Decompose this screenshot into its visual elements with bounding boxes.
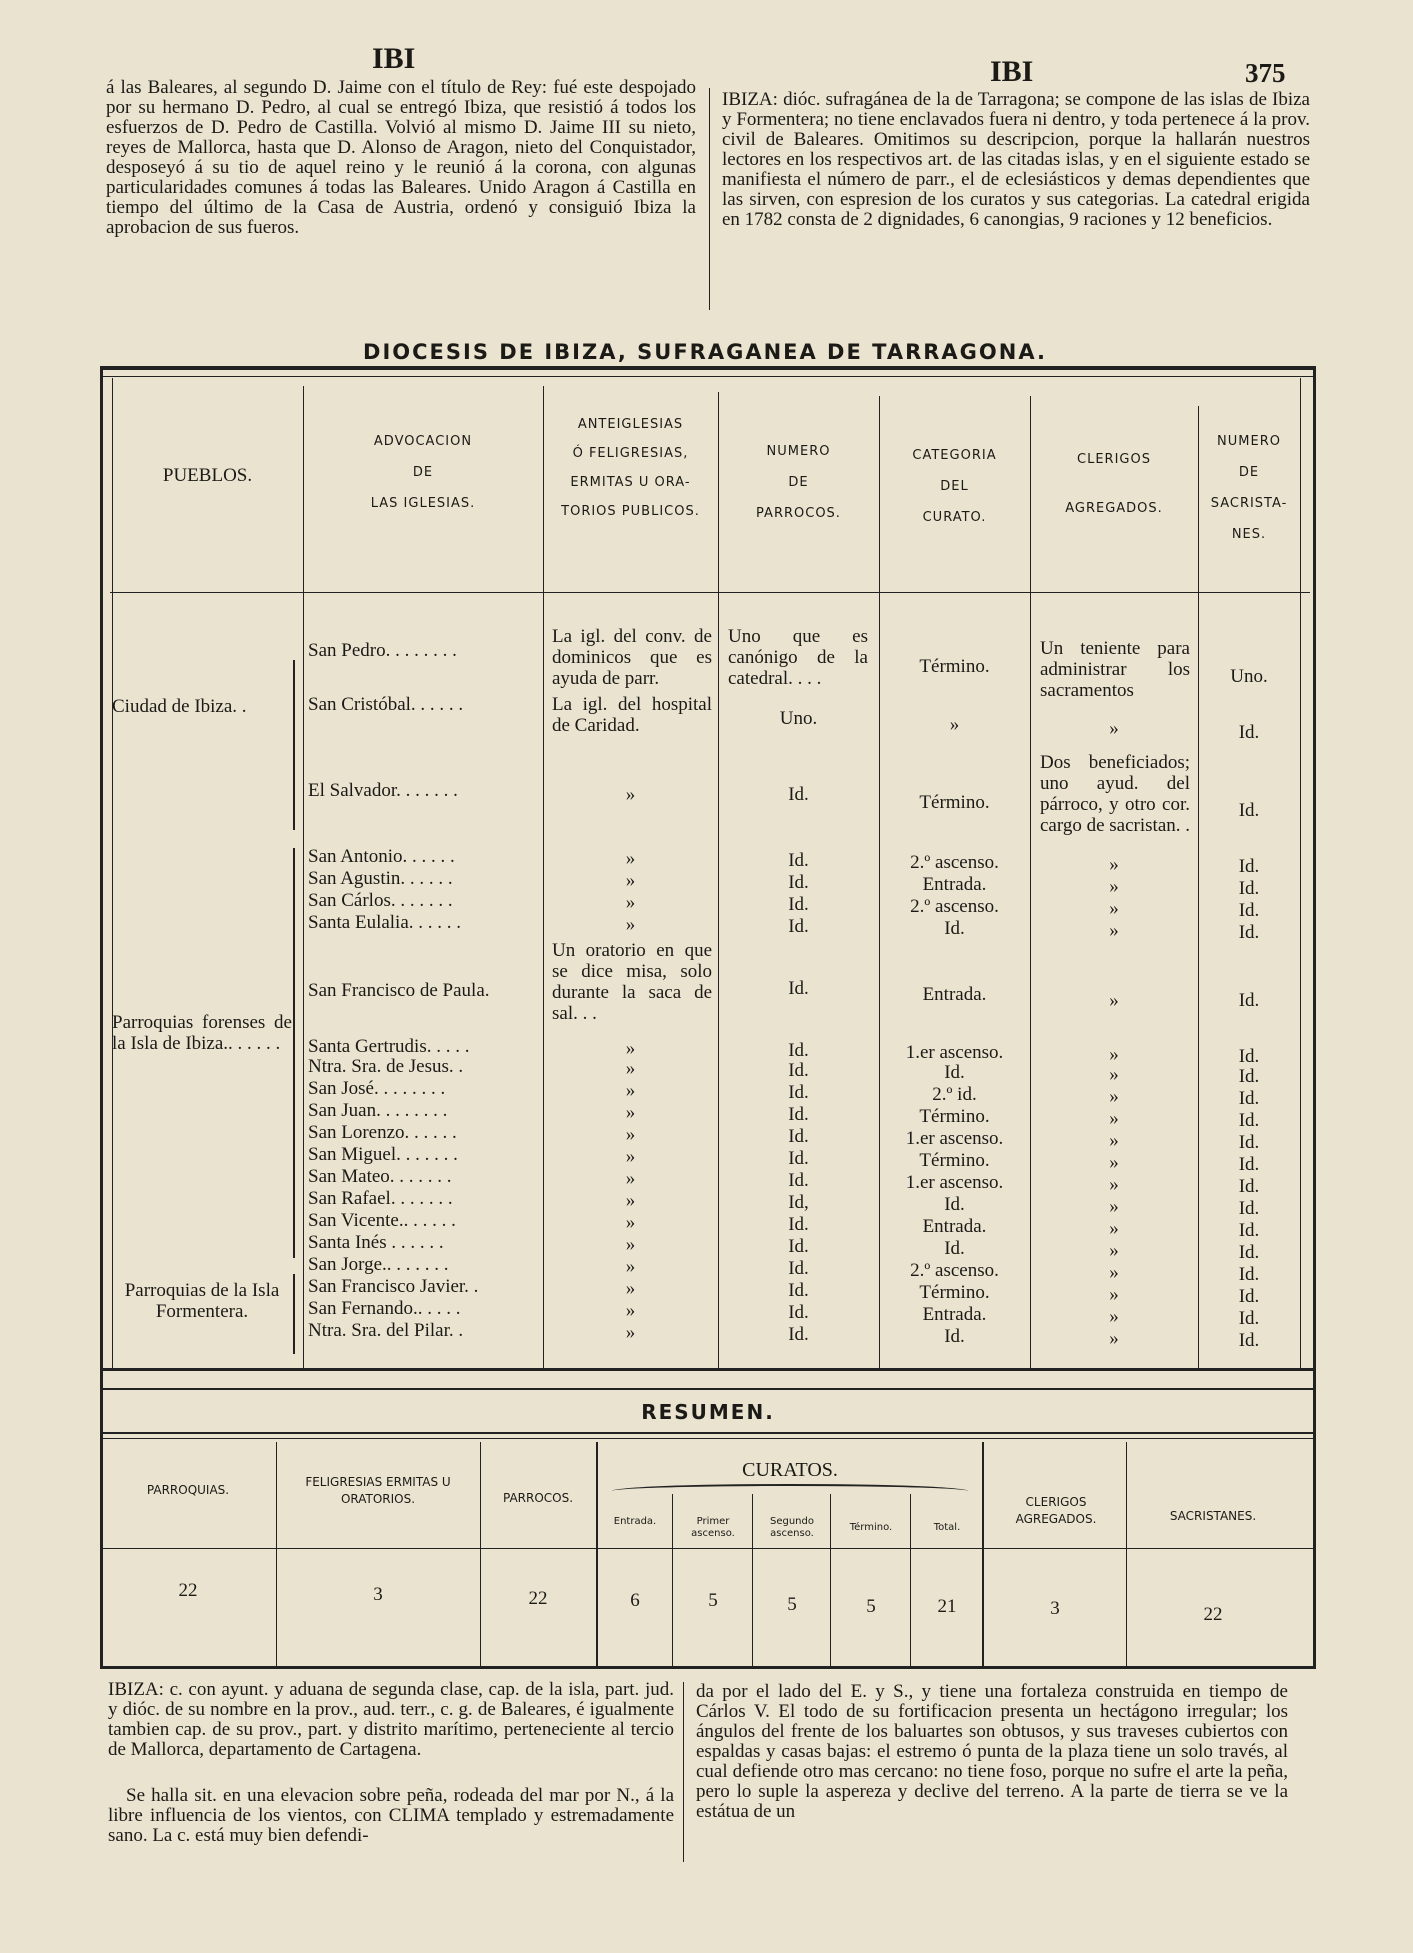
anteiglesia-cell: » bbox=[625, 1300, 636, 1321]
clerigos-cell: » bbox=[1109, 1044, 1119, 1065]
bottom-right-paragraph: da por el lado del E. y S., y tiene una fortaleza construida en tiempo de Cárlos V. El todo de su fortificacion presenta un hectágono irregular; los ángulos del frente de los baluartes son obtusos, y sus traveses cubiertos con espaldas y casas bajas: el estremo ó punta de la plaza tiene un solo través, al cual defiende otro mas cercano: no tiene foso, porque no sufre el arte la peña, pero lo suple la aspereza y declive del terreno. A la parte de tierra se ve la estátua de un bbox=[696, 1681, 1288, 1822]
col-header-sacristanes: NUMERO DE SACRISTA- NES. bbox=[1210, 434, 1288, 542]
clerigos-cell: » bbox=[1109, 1218, 1119, 1239]
parrocos-cell: Id. bbox=[788, 978, 809, 999]
clerigos-cell: » bbox=[1109, 920, 1119, 941]
sacristanes-cell: Id. bbox=[1238, 1308, 1260, 1329]
anteiglesia-cell: Un oratorio en que se dice misa, solo durante la saca de sal. . . bbox=[552, 940, 712, 1024]
resumen-value-termino: 5 bbox=[866, 1596, 876, 1617]
resumen-header-segundo: Segundo ascenso. bbox=[770, 1516, 814, 1539]
parrocos-cell: Id. bbox=[788, 894, 809, 915]
anteiglesia-cell: La igl. del hospital de Caridad. bbox=[552, 694, 712, 736]
sacristanes-cell: Id. bbox=[1238, 922, 1260, 943]
church-name: El Salvador. . . . . . . bbox=[308, 780, 458, 801]
col-header-advocacion: ADVOCACION DE LAS IGLESIAS. bbox=[370, 434, 476, 511]
bottom-column-divider bbox=[683, 1682, 684, 1862]
categoria-cell: 1.er ascenso. bbox=[905, 1172, 1004, 1193]
resumen-header-parroquias: PARROQUIAS. bbox=[146, 1483, 230, 1497]
clerigos-cell: » bbox=[1109, 990, 1119, 1011]
parrocos-cell: Id. bbox=[788, 916, 809, 937]
sacristanes-cell: Id. bbox=[1238, 1242, 1260, 1263]
anteiglesia-cell: » bbox=[625, 1234, 636, 1255]
clerigos-cell: » bbox=[1109, 1240, 1119, 1261]
col-header-pueblos: PUEBLOS. bbox=[162, 465, 253, 486]
clerigos-cell: » bbox=[1109, 876, 1119, 897]
categoria-cell: Término. bbox=[919, 792, 990, 813]
resumen-value-total: 21 bbox=[937, 1596, 957, 1617]
resumen-value-primer: 5 bbox=[708, 1590, 718, 1611]
anteiglesia-cell: » bbox=[625, 1168, 636, 1189]
clerigos-cell: Un teniente para administrar los sacramentos bbox=[1040, 638, 1190, 701]
anteiglesia-cell: » bbox=[625, 1322, 636, 1343]
brace-formentera bbox=[293, 1274, 295, 1354]
parrocos-cell: Id. bbox=[788, 1324, 809, 1345]
sacristanes-cell: Id. bbox=[1238, 800, 1260, 821]
parrocos-cell: Id. bbox=[788, 1060, 809, 1081]
resumen-header-entrada: Entrada. bbox=[613, 1516, 657, 1527]
anteiglesia-cell: » bbox=[625, 1212, 636, 1233]
top-right-paragraph: IBIZA: dióc. sufragánea de la de Tarragona; se compone de las islas de Ibiza y Formentera; no tiene enclavados fuera ni dentro, y toda pertenece á la prov. civil de Baleares. Omitimos su descripcion, porque la hallarán nuestros lectores en los respectivos art. de las citadas islas, y en el siguiente estado se manifiesta el número de parr., el de eclesiásticos y demas dependientes que las sirven, con espresion de los curatos y sus categorias. La catedral erigida en 1782 consta de 2 dignidades, 6 canongias, 9 raciones y 12 beneficios. bbox=[722, 89, 1310, 230]
church-name: Santa Eulalia. . . . . . bbox=[308, 912, 462, 933]
clerigos-cell: » bbox=[1109, 1174, 1119, 1195]
resumen-header-termino: Término. bbox=[849, 1522, 893, 1533]
parrocos-cell: Id. bbox=[788, 1302, 809, 1323]
sacristanes-cell: Id. bbox=[1238, 1176, 1260, 1197]
resumen-value-parroquias: 22 bbox=[178, 1580, 198, 1601]
categoria-cell: 2.º ascenso. bbox=[910, 852, 999, 873]
church-name: Ntra. Sra. de Jesus. . bbox=[308, 1056, 464, 1077]
group-ciudad-ibiza: Ciudad de Ibiza. . bbox=[112, 696, 247, 717]
parrocos-cell: Id. bbox=[788, 1148, 809, 1169]
parrocos-cell: Id. bbox=[788, 1040, 809, 1061]
clerigos-cell: » bbox=[1109, 1306, 1119, 1327]
parrocos-cell: Id, bbox=[788, 1192, 809, 1213]
parrocos-cell: Id. bbox=[788, 1280, 809, 1301]
anteiglesia-cell: » bbox=[625, 848, 636, 869]
church-name: San Lorenzo. . . . . . bbox=[308, 1122, 457, 1143]
church-name: San Francisco Javier. . bbox=[308, 1276, 479, 1297]
col-header-categoria: CATEGORIA DEL CURATO. bbox=[912, 448, 997, 525]
sacristanes-cell: Id. bbox=[1238, 1110, 1260, 1131]
anteiglesia-cell: » bbox=[625, 1080, 636, 1101]
bottom-left-paragraph-1: IBIZA: c. con ayunt. y aduana de segunda clase, cap. de la isla, part. jud. y dióc. de su nombre en la prov., aud. terr., c. g. de Baleares, é igualmente tambien cap. de su prov., part. y distrito marítimo, perteneciente al tercio de Mallorca, departamento de Cartagena. bbox=[108, 1679, 674, 1760]
categoria-cell: Término. bbox=[919, 1106, 990, 1127]
sacristanes-cell: Id. bbox=[1238, 1088, 1260, 1109]
church-name: Ntra. Sra. del Pilar. . bbox=[308, 1320, 464, 1341]
sacristanes-cell: Id. bbox=[1238, 1066, 1260, 1087]
church-name: San Antonio. . . . . . bbox=[308, 846, 455, 867]
sacristanes-cell: Id. bbox=[1238, 856, 1260, 877]
church-name: San Jorge.. . . . . . . bbox=[308, 1254, 449, 1275]
categoria-cell: Término. bbox=[919, 1150, 990, 1171]
categoria-cell: 2.º id. bbox=[932, 1084, 977, 1105]
anteiglesia-cell: » bbox=[625, 1102, 636, 1123]
group-parroquias-forenses: Parroquias forenses de la Isla de Ibiza.. . . . . . bbox=[112, 1012, 292, 1054]
parrocos-cell: Id. bbox=[788, 1082, 809, 1103]
resumen-value-sacristanes: 22 bbox=[1203, 1604, 1223, 1625]
top-column-divider bbox=[709, 88, 710, 310]
curatos-brace bbox=[612, 1484, 968, 1498]
categoria-cell: Id. bbox=[944, 1062, 965, 1083]
resumen-value-feligresias: 3 bbox=[373, 1584, 383, 1605]
resumen-header-primer: Primer ascenso. bbox=[691, 1516, 735, 1539]
sacristanes-cell: Uno. bbox=[1230, 666, 1268, 687]
sacristanes-cell: Id. bbox=[1238, 1132, 1260, 1153]
resumen-value-entrada: 6 bbox=[630, 1590, 640, 1611]
sacristanes-cell: Id. bbox=[1238, 990, 1260, 1011]
page-number: 375 bbox=[1245, 58, 1286, 88]
categoria-cell: Id. bbox=[944, 918, 965, 939]
sacristanes-cell: Id. bbox=[1238, 1154, 1260, 1175]
resumen-header-curatos: CURATOS. bbox=[742, 1459, 838, 1481]
resumen-title: RESUMEN. bbox=[641, 1400, 775, 1424]
header-bottom-rule bbox=[110, 592, 1310, 593]
church-name: San Juan. . . . . . . . bbox=[308, 1100, 448, 1121]
col-header-clerigos: CLERIGOS AGREGADOS. bbox=[1065, 452, 1163, 516]
clerigos-cell: » bbox=[1109, 718, 1119, 739]
clerigos-cell: » bbox=[1109, 898, 1119, 919]
church-name: San José. . . . . . . . bbox=[308, 1078, 446, 1099]
clerigos-cell: Dos beneficiados; uno ayud. del párroco, y otro cor. cargo de sacristan. . bbox=[1040, 752, 1191, 836]
categoria-cell: Id. bbox=[944, 1326, 965, 1347]
table-title: DIOCESIS DE IBIZA, SUFRAGANEA DE TARRAGONA. bbox=[363, 340, 1047, 364]
header-left-word: IBI bbox=[372, 42, 416, 75]
categoria-cell: 2.º ascenso. bbox=[910, 1260, 999, 1281]
church-name: San Mateo. . . . . . . bbox=[308, 1166, 452, 1187]
sacristanes-cell: Id. bbox=[1238, 900, 1260, 921]
church-name: San Cárlos. . . . . . . bbox=[308, 890, 453, 911]
categoria-cell: Término. bbox=[919, 656, 990, 677]
resumen-header-parrocos: PARROCOS. bbox=[502, 1491, 574, 1505]
church-name: Santa Inés . . . . . . bbox=[308, 1232, 444, 1253]
clerigos-cell: » bbox=[1109, 1086, 1119, 1107]
clerigos-cell: » bbox=[1109, 1064, 1119, 1085]
parrocos-cell: Uno. bbox=[779, 708, 818, 729]
anteiglesia-cell: » bbox=[625, 784, 636, 805]
parrocos-cell: Uno que es canónigo de la catedral. . . . bbox=[728, 626, 868, 689]
brace-forenses bbox=[293, 848, 295, 1258]
categoria-cell: » bbox=[949, 714, 960, 735]
sacristanes-cell: Id. bbox=[1238, 1220, 1260, 1241]
resumen-value-segundo: 5 bbox=[787, 1594, 797, 1615]
categoria-cell: 1.er ascenso. bbox=[905, 1128, 1004, 1149]
top-left-paragraph: á las Baleares, al segundo D. Jaime con el título de Rey: fué este despojado por su hermano D. Pedro, al cual se entregó Ibiza, que resistió á todos los esfuerzos de D. Pedro de Castilla. Volvió al mismo D. Jaime III su nieto, reyes de Mallorca, hasta que D. Alonso de Aragon, nieto del Conquistador, desposeyó á su tio de aquel reino y le reunió á la corona, con algunas particularidades comunes á todas las Baleares. Unido Aragon á Castilla en tiempo del último de la Casa de Austria, ordenó y consiguió Ibiza la aprobacion de sus fueros. bbox=[106, 77, 696, 238]
resumen-value-parrocos: 22 bbox=[528, 1588, 548, 1609]
anteiglesia-cell: » bbox=[625, 1146, 636, 1167]
sacristanes-cell: Id. bbox=[1238, 1046, 1260, 1067]
clerigos-cell: » bbox=[1109, 854, 1119, 875]
church-name: San Francisco de Paula. bbox=[308, 980, 490, 1001]
group-parroquias-formentera: Parroquias de la Isla Formentera. bbox=[124, 1280, 280, 1322]
clerigos-cell: » bbox=[1109, 1152, 1119, 1173]
church-name: San Agustin. . . . . . bbox=[308, 868, 453, 889]
resumen-value-clerigos: 3 bbox=[1050, 1598, 1060, 1619]
categoria-cell: 2.º ascenso. bbox=[910, 896, 999, 917]
categoria-cell: Id. bbox=[944, 1238, 965, 1259]
anteiglesia-cell: » bbox=[625, 892, 636, 913]
church-name: San Fernando.. . . . . bbox=[308, 1298, 461, 1319]
sacristanes-cell: Id. bbox=[1238, 878, 1260, 899]
anteiglesia-cell: » bbox=[625, 1256, 636, 1277]
categoria-cell: Término. bbox=[919, 1282, 990, 1303]
sacristanes-cell: Id. bbox=[1238, 1286, 1260, 1307]
parrocos-cell: Id. bbox=[788, 1214, 809, 1235]
resumen-header-feligresias: FELIGRESIAS ERMITAS U ORATORIOS. bbox=[305, 1475, 451, 1506]
parrocos-cell: Id. bbox=[788, 1170, 809, 1191]
categoria-cell: Entrada. bbox=[922, 1304, 987, 1325]
header-right-word: IBI bbox=[990, 55, 1034, 88]
categoria-cell: Id. bbox=[944, 1194, 965, 1215]
categoria-cell: Entrada. bbox=[922, 874, 987, 895]
clerigos-cell: » bbox=[1109, 1108, 1119, 1129]
categoria-cell: 1.er ascenso. bbox=[905, 1042, 1004, 1063]
anteiglesia-cell: » bbox=[625, 1278, 636, 1299]
sacristanes-cell: Id. bbox=[1238, 1264, 1260, 1285]
clerigos-cell: » bbox=[1109, 1130, 1119, 1151]
anteiglesia-cell: » bbox=[625, 1038, 636, 1059]
parrocos-cell: Id. bbox=[788, 850, 809, 871]
clerigos-cell: » bbox=[1109, 1262, 1119, 1283]
resumen-header-clerigos: CLERIGOS AGREGADOS. bbox=[1015, 1495, 1097, 1526]
clerigos-cell: » bbox=[1109, 1284, 1119, 1305]
parrocos-cell: Id. bbox=[788, 1104, 809, 1125]
anteiglesia-cell: » bbox=[625, 1058, 636, 1079]
sacristanes-cell: Id. bbox=[1238, 1330, 1260, 1351]
church-name: San Vicente.. . . . . . bbox=[308, 1210, 456, 1231]
parrocos-cell: Id. bbox=[788, 872, 809, 893]
brace-ciudad bbox=[293, 660, 295, 830]
clerigos-cell: » bbox=[1109, 1196, 1119, 1217]
anteiglesia-cell: » bbox=[625, 1190, 636, 1211]
resumen-header-sacristanes: SACRISTANES. bbox=[1169, 1509, 1257, 1523]
parrocos-cell: Id. bbox=[788, 1126, 809, 1147]
col-header-parrocos: NUMERO DE PARROCOS. bbox=[756, 444, 841, 521]
parrocos-cell: Id. bbox=[788, 1258, 809, 1279]
anteiglesia-cell: » bbox=[625, 1124, 636, 1145]
bottom-left-paragraph-2: Se halla sit. en una elevacion sobre peña, rodeada del mar por N., á la libre influencia de los vientos, con CLIMA templado y estremadamente sano. La c. está muy bien defendi- bbox=[108, 1785, 674, 1846]
church-name: San Rafael. . . . . . . bbox=[308, 1188, 453, 1209]
church-name: San Cristóbal. . . . . . bbox=[308, 694, 464, 715]
categoria-cell: Entrada. bbox=[922, 1216, 987, 1237]
anteiglesia-cell: » bbox=[625, 914, 636, 935]
church-name: San Pedro. . . . . . . . bbox=[308, 640, 457, 661]
sacristanes-cell: Id. bbox=[1238, 722, 1260, 743]
parrocos-cell: Id. bbox=[788, 1236, 809, 1257]
anteiglesia-cell: » bbox=[625, 870, 636, 891]
col-header-anteiglesias: ANTEIGLESIAS Ó FELIGRESIAS, ERMITAS U ORA- TORIOS PUBLICOS. bbox=[561, 417, 700, 519]
church-name: Santa Gertrudis. . . . . bbox=[308, 1036, 470, 1057]
parrocos-cell: Id. bbox=[788, 784, 809, 805]
resumen-header-total: Total. bbox=[933, 1522, 961, 1533]
categoria-cell: Entrada. bbox=[922, 984, 987, 1005]
anteiglesia-cell: La igl. del conv. de dominicos que es ayuda de parr. bbox=[552, 626, 712, 689]
church-name: San Miguel. . . . . . . bbox=[308, 1144, 458, 1165]
sacristanes-cell: Id. bbox=[1238, 1198, 1260, 1219]
clerigos-cell: » bbox=[1109, 1328, 1119, 1349]
